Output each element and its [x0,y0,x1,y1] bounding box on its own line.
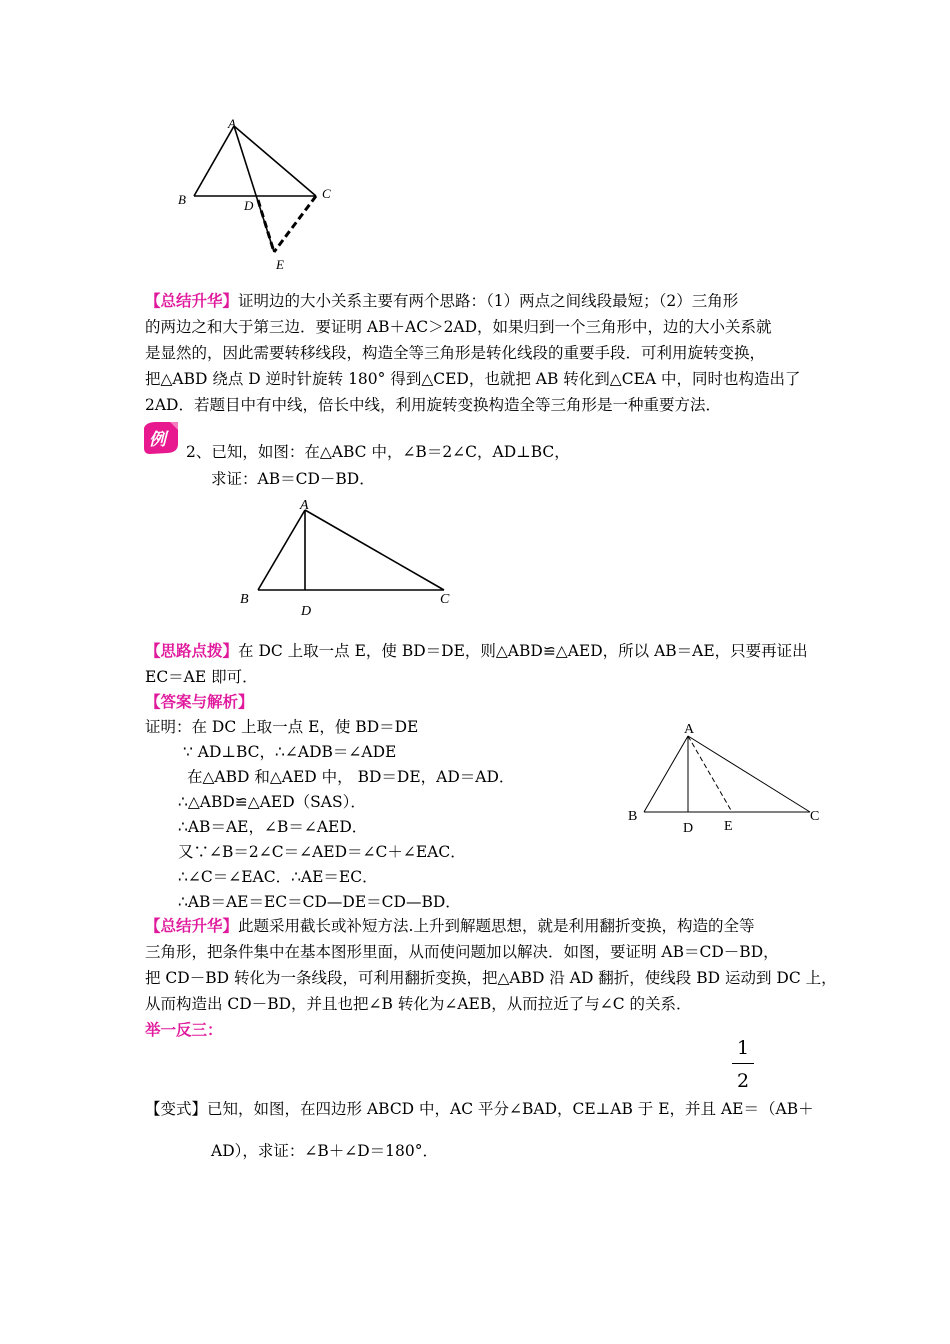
fig2-label-b: B [240,592,249,607]
example-badge-icon [140,420,180,456]
answer-line-5: ∴AB＝AE，∠B＝∠AED． [178,818,368,836]
fraction-numerator: 1 [736,1037,750,1059]
hint-text-1: 在 DC 上取一点 E，使 BD＝DE，则△ABD≌△AED，所以 AB＝AE，只要再证出 [238,642,808,660]
answer-line-6: 又∵∠B＝2∠C＝∠AED＝∠C＋∠EAC． [178,843,466,861]
summary1-line-5: 2AD．若题目中有中线，倍长中线，利用旋转变换构造全等三角形是一种重要方法． [145,396,721,414]
fig2-label-d: D [301,604,312,619]
practice-title: 举一反三： [145,1020,223,1039]
fig3-label-d: D [683,821,694,836]
fig3-label-a: A [684,722,695,737]
answer-line-1: 证明：在 DC 上取一点 E，使 BD＝DE [145,718,419,736]
fig3-label-b: B [628,809,638,824]
summary2-line-1 [145,913,754,939]
example2-given: 2、已知，如图：在△ABC 中，∠B＝2∠C，AD⊥BC， [186,443,570,461]
fig3-label-c: C [810,809,820,824]
fig3-line-ac [688,736,810,812]
summary2-line-2: 三角形，把条件集中在基本图形里面，从而使问题加以解决．如图，要证明 AB＝CD－BD， [145,943,779,961]
example2-prove: 求证：AB＝CD－BD． [211,470,375,488]
fig2-label-a: A [300,498,309,513]
summary1-line-4: 把△ABD 绕点 D 逆时针旋转 180° 得到△CED，也就把 AB 转化到△CEA 中，同时也构造出了 [145,370,801,388]
answer-line-3: 在△ABD 和△AED 中， BD＝DE，AD＝AD． [187,768,515,786]
summary1-line-1 [145,288,738,314]
answer-line-8: ∴AB＝AE＝EC＝CD—DE＝CD—BD． [178,893,461,911]
summary2-line-4: 从而构造出 CD－BD，并且也把∠B 转化为∠AEB，从而拉近了与∠C 的关系． [145,995,692,1013]
fig1-label-d: D [244,198,254,213]
fig1-label-b: B [178,192,186,207]
fig3-label-e: E [724,819,733,834]
fig1-line-ab [194,126,234,196]
fraction-half [732,1037,754,1092]
answer-line-7: ∴∠C＝∠EAC．∴AE＝EC． [178,868,378,886]
figure-1-diagram [170,110,330,275]
summary2-text-1: 此题采用截长或补短方法.上升到解题思想，就是利用翻折变换，构造的全等 [238,917,755,935]
summary1-line-3: 是显然的，因此需要转移线段，构造全等三角形是转化线段的重要手段．可利用旋转变换， [145,344,766,362]
practice-text: 已知，如图，在四边形 ABCD 中，AC 平分∠BAD，CE⊥AB 于 E，并且 AE＝ [207,1100,759,1118]
answer-line-4: ∴△ABD≌△AED（SAS）． [178,793,366,811]
practice-tag: 【变式】 [145,1100,208,1118]
hint-line-2: EC＝AE 即可． [145,668,258,686]
fig3-dashed-ae [688,736,732,812]
answer-line-2: ∵ AD⊥BC，∴∠ADB＝∠ADE [183,743,397,761]
practice-line-1 [145,1096,759,1122]
summary1-text-1: 证明边的大小关系主要有两个思路：（1）两点之间线段最短；（2）三角形 [238,292,739,310]
figure-2-diagram [232,495,462,620]
fig2-label-c: C [440,592,450,607]
summary2-line-3: 把 CD－BD 转化为一条线段，可利用翻折变换，把△ABD 沿 AD 翻折，使线段 BD 运动到 DC 上， [145,969,837,987]
hint-tag: 【思路点拨】 [145,641,239,660]
hint-line-1 [145,638,808,664]
fig1-label-c: C [322,186,331,201]
figure-3-diagram [620,718,840,840]
fig3-line-ab [644,736,688,812]
fig1-dashed-ce [274,196,316,252]
fig1-label-a: A [228,116,236,131]
summary2-tag: 【总结升华】 [145,916,239,935]
fraction-denominator: 2 [736,1070,750,1092]
fig2-line-ac [305,510,444,590]
summary1-line-2: 的两边之和大于第三边．要证明 AB＋AC＞2AD，如果归到一个三角形中，边的大小关系就 [145,318,772,336]
fig2-line-ab [258,510,305,590]
fig1-label-e: E [276,257,284,272]
summary1-tag: 【总结升华】 [145,291,239,310]
answer-tag: 【答案与解析】 [145,692,254,711]
practice-line-2: AD），求证：∠B＋∠D＝180°． [211,1142,438,1160]
example-badge-label: 例 [149,430,166,449]
fraction-bar [732,1063,754,1064]
fig1-line-ac [234,126,316,196]
practice-tail: （AB＋ [760,1100,814,1118]
